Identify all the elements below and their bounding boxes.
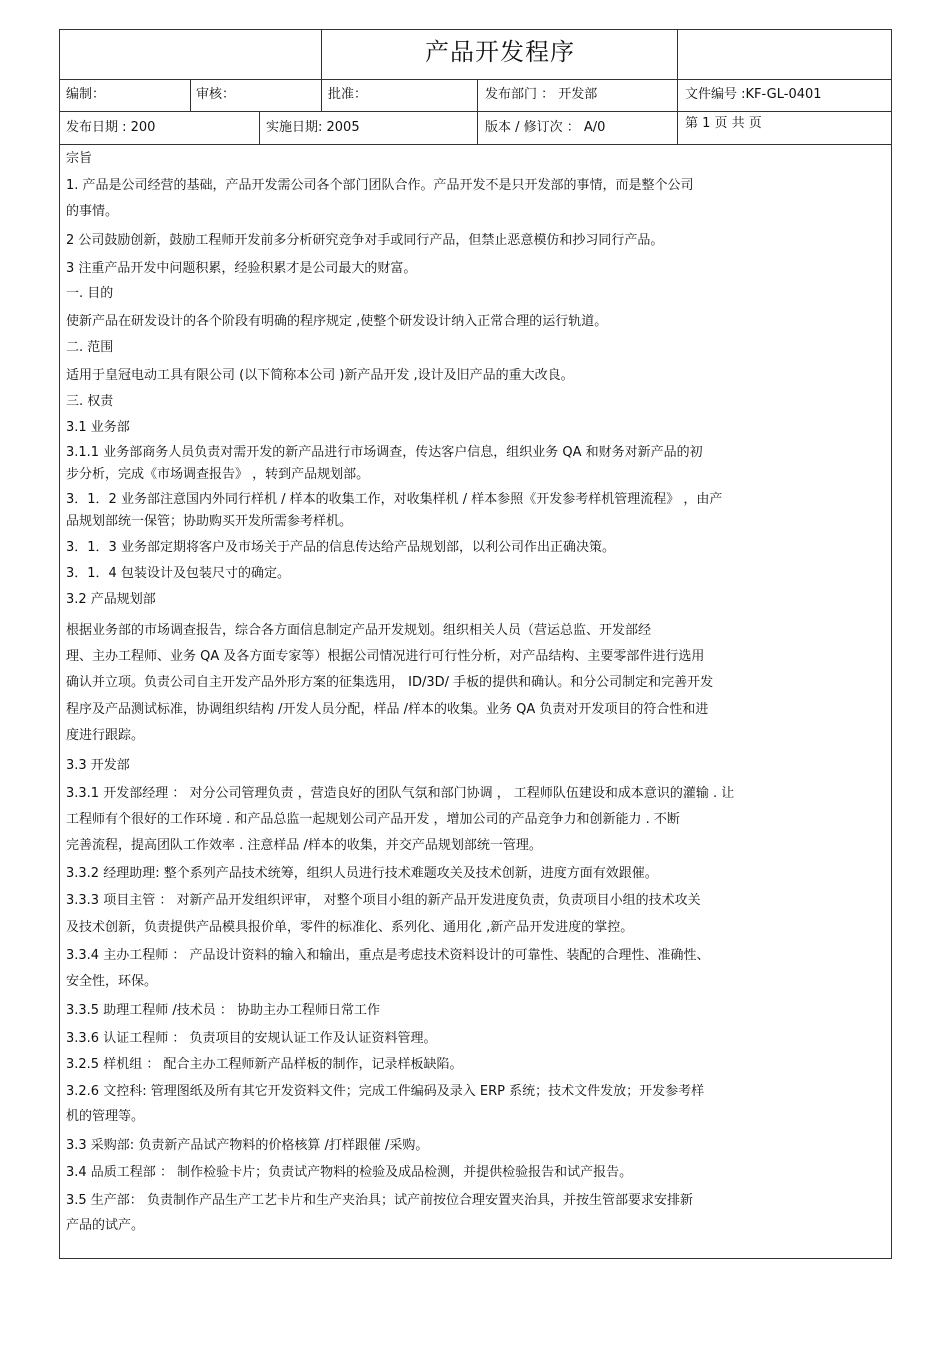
body-line: 3.3.3 项目主管 ： 对新产品开发组织评审， 对整个项目小组的新产品开发进度负责，负责项目小组的技术攻关 [66, 893, 701, 908]
body-line: 品规划部统一保管；协助购买开发所需参考样机。 [66, 514, 353, 529]
header-divider-1 [60, 79, 891, 80]
body-line: 步分析，完成《市场调查报告》 ，转到产品规划部。 [66, 467, 370, 482]
body-line: 根据业务部的市场调查报告，综合各方面信息制定产品开发规划。组织相关人员（营运总监、开发部经 [66, 623, 652, 638]
body-line: 3．1．2 业务部注意国内外同行样机 / 样本的收集工作，对收集样机 / 样本参照《开发参考样机管理流程》 ，由产 [66, 492, 723, 507]
body-line: 二. 范围 [66, 340, 114, 355]
body-line: 宗旨 [66, 151, 93, 166]
body-line: 3.4 品质工程部 ： 制作检验卡片；负责试产物料的检验及成品检测，并提供检验报告和试产报告。 [66, 1165, 633, 1180]
reviewer-label: 审核： [196, 87, 236, 102]
row-divider-c [477, 79, 478, 144]
body-line: 3．1．4 包装设计及包装尺寸的确定。 [66, 566, 290, 581]
document-frame [59, 29, 892, 1259]
body-line: 3.2.6 文控科: 管理图纸及所有其它开发资料文件；完成工件编码及录入 ERP 系统；技术文件发放；开发参考样 [66, 1084, 705, 1099]
body-line: 产品的试产。 [66, 1218, 145, 1233]
body-line: 3.2.5 样机组 ： 配合主办工程师新产品样板的制作，记录样板缺陷。 [66, 1057, 463, 1072]
body-line: 3.3 采购部: 负责新产品试产物料的价格核算 /打样跟催 /采购。 [66, 1138, 429, 1153]
page-title: 产品开发程序 [425, 38, 575, 66]
body-line: 理、主办工程师、业务 QA 及各方面专家等）根据公司情况进行可行性分析，对产品结构、主要零部件进行选用 [66, 649, 705, 664]
body-line: 使新产品在研发设计的各个阶段有明确的程序规定 ,使整个研发设计纳入正常合理的运行轨道。 [66, 314, 608, 329]
body-line: 2 公司鼓励创新，鼓励工程师开发前多分析研究竞争对手或同行产品，但禁止恶意模仿和抄习同行产品。 [66, 233, 664, 248]
body-line: 3.1 业务部 [66, 420, 130, 435]
section-heading-dev: 3.3 开发部 [66, 758, 130, 773]
body-line: 1. 产品是公司经营的基础，产品开发需公司各个部门团队合作。产品开发不是只开发部的事情，而是整个公司 [66, 178, 694, 193]
approver-label: 批准： [328, 87, 368, 102]
body-line: 3.3.1 开发部经理 ： 对分公司管理负责 ，营造良好的团队气氛和部门协调 ， 工程师队伍建设和成本意识的灌输 . 让 [66, 786, 735, 801]
release-dept: 发布部门 ： 开发部 [485, 87, 598, 102]
implementation-date: 实施日期: 2005 [266, 120, 360, 135]
body-line: 3.5 生产部： 负责制作产品生产工艺卡片和生产夹治具；试产前按位合理安置夹治具，并按生管部要求安排新 [66, 1193, 693, 1208]
body-line: 3 注重产品开发中问题积累，经验积累才是公司最大的财富。 [66, 261, 417, 276]
editor-label: 编制： [66, 87, 106, 102]
body-line: 3.2 产品规划部 [66, 592, 156, 607]
body-line: 安全性，环保。 [66, 974, 158, 989]
body-line: 工程师有个很好的工作环境 . 和产品总监一起规划公司产品开发 ，增加公司的产品竞争力和创新能力 . 不断 [66, 812, 680, 827]
row2-divider-a [259, 111, 260, 144]
body-line: 3.3.2 经理助理: 整个系列产品技术统筹，组织人员进行技术难题攻关及技术创新，进度方面有效跟催。 [66, 866, 658, 881]
header-divider-3 [60, 144, 891, 145]
body-line: 确认并立项。负责公司自主开发产品外形方案的征集选用， ID/3D/ 手板的提供和确认。和分公司制定和完善开发 [66, 675, 714, 690]
body-line: 三. 权责 [66, 394, 114, 409]
release-date: 发布日期 : 200 [66, 120, 156, 135]
body-line: 3.3.5 助理工程师 /技术员 ： 协助主办工程师日常工作 [66, 1003, 380, 1018]
header-divider-2 [60, 111, 891, 112]
version-revision: 版本 / 修订次 ： A/0 [485, 120, 606, 135]
row-divider-d [677, 79, 678, 144]
body-line: 3.3.6 认证工程师 ： 负责项目的安规认证工作及认证资料管理。 [66, 1031, 437, 1046]
body-line: 3．1．3 业务部定期将客户及市场关于产品的信息传达给产品规划部，以利公司作出正确决策。 [66, 540, 615, 555]
body-line: 度进行跟踪。 [66, 728, 145, 743]
body-line: 机的管理等。 [66, 1109, 145, 1124]
row1-divider-a [190, 79, 191, 111]
page-number: 第 1 页 共 页 [685, 116, 762, 131]
body-line: 3.1.1 业务部商务人员负责对需开发的新产品进行市场调查，传达客户信息，组织业务 QA 和财务对新产品的初 [66, 445, 703, 460]
body-line: 完善流程，提高团队工作效率 . 注意样品 /样本的收集，并交产品规划部统一管理。 [66, 838, 542, 853]
body-line: 适用于皇冠电动工具有限公司 (以下简称本公司 )新产品开发 ,设计及旧产品的重大改良。 [66, 368, 574, 383]
body-line: 3.3.4 主办工程师 ： 产品设计资料的输入和输出，重点是考虑技术资料设计的可靠性、装配的合理性、准确性、 [66, 948, 710, 963]
body-line: 及技术创新，负责提供产品模具报价单，零件的标准化、系列化、通用化 ,新产品开发进度的掌控。 [66, 920, 634, 935]
body-line: 的事情。 [66, 204, 119, 219]
body-line: 程序及产品测试标准，协调组织结构 /开发人员分配，样品 /样本的收集。业务 QA 负责对开发项目的符合性和进 [66, 702, 709, 717]
body-line: 一. 目的 [66, 286, 114, 301]
row1-divider-b [321, 79, 322, 111]
document-number: 文件编号 :KF-GL-0401 [685, 87, 822, 102]
